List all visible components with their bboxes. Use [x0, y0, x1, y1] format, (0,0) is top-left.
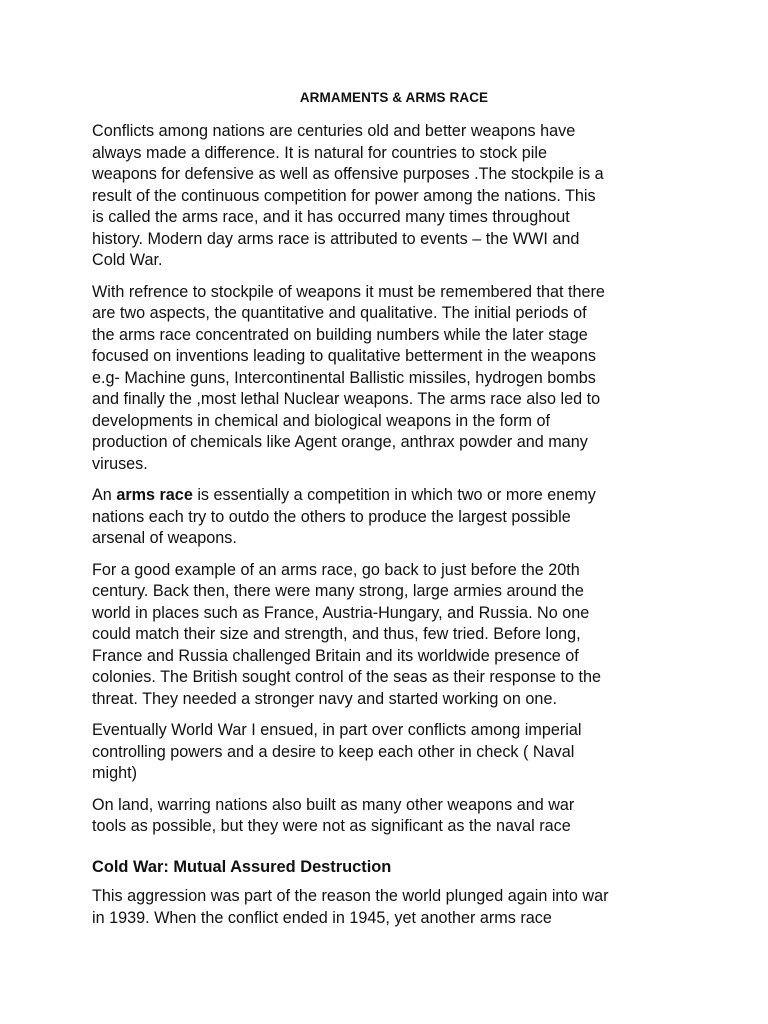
text-line: controlling powers and a desire to keep each other in check ( Naval: [92, 742, 575, 761]
text-line: tools as possible, but they were not as significant as the naval race: [92, 817, 571, 835]
document-body: [92, 121, 677, 939]
paragraph-example: [92, 560, 677, 711]
text-line: world in places such as France, Austria-Hungary, and Russia. No one: [92, 603, 590, 622]
text-line: colonies. The British sought control of the seas as their response to the: [92, 668, 601, 686]
text-line: Eventually World War I ensued, in part over conflicts among imperial: [92, 721, 582, 739]
text-fragment: An: [92, 486, 117, 504]
text-line: On land, warring nations also built as many other weapons and war: [92, 795, 575, 814]
document-title: ARMAMENTS & ARMS RACE: [299, 90, 489, 105]
text-line: the arms race concentrated on building numbers while the later stage: [92, 325, 588, 344]
bold-term: arms race: [116, 486, 193, 504]
text-line: and finally the ,most lethal Nuclear weapons. The arms race also led to: [92, 390, 601, 408]
text-line: With refrence to stockpile of weapons it must be remembered that there: [92, 282, 605, 301]
text-line: threat. They needed a stronger navy and started working on one.: [92, 689, 557, 708]
text-line: might): [92, 764, 137, 782]
text-line: always made a difference. It is natural for countries to stock pile: [92, 143, 547, 162]
paragraph-intro: [92, 121, 677, 272]
paragraph-land: [92, 795, 677, 838]
text-line: nations each try to outdo the others to produce the largest possible: [92, 507, 571, 526]
text-line: in 1939. When the conflict ended in 1945, yet another arms race: [92, 908, 552, 927]
text-line: e.g- Machine guns, Intercontinental Ballistic missiles, hydrogen bombs: [92, 368, 596, 387]
paragraph-arms-race-definition: [92, 485, 677, 550]
text-line: This aggression was part of the reason the world plunged again into war: [92, 887, 609, 905]
text-line: Conflicts among nations are centuries old and better weapons have: [92, 122, 576, 140]
paragraph-cold-war: [92, 886, 677, 929]
text-line: Cold War.: [92, 251, 163, 269]
text-line: viruses.: [92, 454, 148, 473]
text-line: focused on inventions leading to qualitative betterment in the weapons: [92, 347, 596, 365]
text-line: weapons for defensive as well as offensive purposes .The stockpile is a: [92, 165, 604, 183]
paragraph-stockpile: [92, 282, 677, 476]
paragraph-ww1: [92, 720, 677, 785]
text-line: history. Modern day arms race is attributed to events – the WWI and: [92, 229, 580, 248]
section-heading-cold-war: Cold War: Mutual Assured Destruction: [92, 857, 392, 876]
text-line: is called the arms race, and it has occurred many times throughout: [92, 208, 570, 226]
text-line: are two aspects, the quantitative and qualitative. The initial periods of: [92, 304, 587, 322]
text-line: production of chemicals like Agent orange, anthrax powder and many: [92, 433, 588, 451]
text-line: developments in chemical and biological weapons in the form of: [92, 411, 551, 430]
text-line: result of the continuous competition for power among the nations. This: [92, 186, 596, 205]
text-line: arsenal of weapons.: [92, 529, 237, 547]
text-line: could match their size and strength, and thus, few tried. Before long,: [92, 625, 581, 643]
text-fragment: is essentially a competition in which two or more enemy: [192, 486, 596, 504]
text-line: For a good example of an arms race, go back to just before the 20th: [92, 560, 580, 579]
text-line: [92, 485, 677, 507]
text-line: France and Russia challenged Britain and its worldwide presence of: [92, 646, 579, 665]
text-line: century. Back then, there were many strong, large armies around the: [92, 582, 584, 600]
